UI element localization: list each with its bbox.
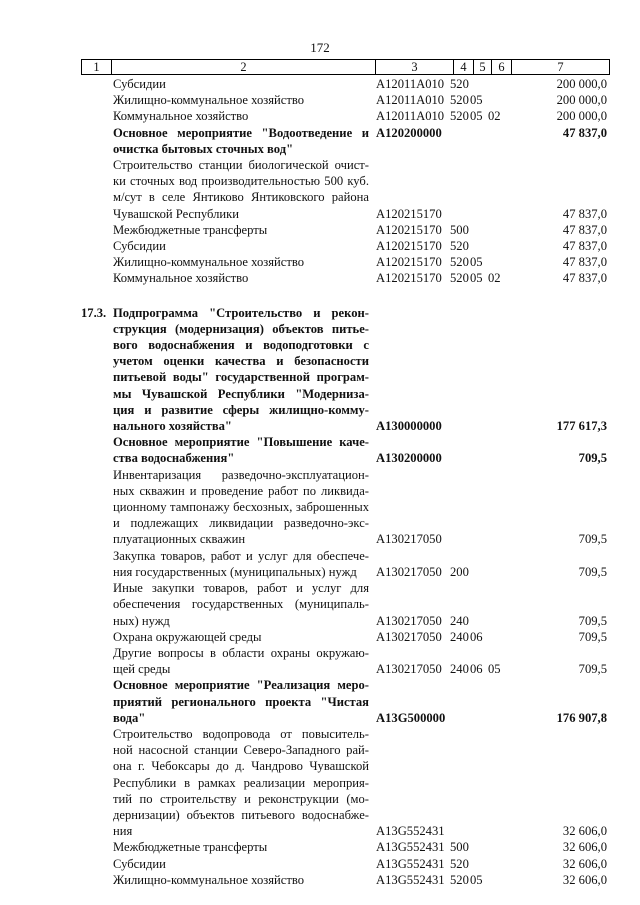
budget-code: А130000000 bbox=[376, 419, 442, 434]
expense-type-code: 520 bbox=[450, 109, 469, 124]
table-row bbox=[81, 872, 609, 888]
budget-code: А120215170 bbox=[376, 222, 442, 237]
description-line: Другие вопросы в области охраны окружаю- bbox=[113, 645, 369, 660]
section-code: 06 bbox=[470, 662, 483, 677]
budget-code: А12011А010 bbox=[376, 77, 445, 91]
budget-code: А130217050 bbox=[376, 532, 442, 547]
description-line: очистка бытовых сточных вод" bbox=[113, 141, 294, 156]
row-description bbox=[111, 872, 373, 888]
budget-code: А130217050 bbox=[376, 629, 442, 644]
description-line: Коммунальное хозяйство bbox=[113, 109, 249, 124]
expense-type-code: 240 bbox=[450, 629, 469, 644]
section-number bbox=[81, 467, 111, 548]
section-number bbox=[81, 872, 111, 888]
table-row bbox=[81, 856, 609, 872]
section-number bbox=[81, 238, 111, 254]
section-number bbox=[81, 92, 111, 108]
row-description bbox=[111, 839, 373, 855]
row-description bbox=[111, 254, 373, 270]
description-line: мы Чувашской Республики "Модерниза- bbox=[113, 386, 369, 401]
description-line: ной насосной станции Северо-Западного рай- bbox=[113, 743, 369, 758]
section-number bbox=[81, 125, 111, 157]
table-row bbox=[81, 645, 609, 677]
column-header-5: 5 bbox=[474, 60, 492, 75]
description-line: Межбюджетные трансферты bbox=[113, 222, 268, 237]
amount: 709,5 bbox=[578, 564, 607, 579]
budget-code: А130217050 bbox=[376, 662, 442, 677]
amount: 32 606,0 bbox=[562, 824, 607, 839]
column-header-6: 6 bbox=[492, 60, 512, 75]
budget-table-body bbox=[81, 76, 609, 888]
description-line: Субсидии bbox=[113, 856, 166, 871]
description-line: Жилищно-коммунальное хозяйство bbox=[113, 93, 305, 108]
table-row bbox=[81, 305, 609, 435]
column-header-4: 4 bbox=[454, 60, 474, 75]
description-line: Иные закупки товаров, работ и услуг для bbox=[113, 581, 369, 596]
row-description bbox=[111, 726, 373, 839]
row-description bbox=[111, 629, 373, 645]
expense-type-code: 500 bbox=[450, 222, 469, 237]
section-code: 05 bbox=[470, 872, 483, 887]
row-description bbox=[111, 434, 373, 466]
description-line: Основное мероприятие "Повышение каче- bbox=[113, 435, 369, 450]
description-line: питьевой воды" государственной програм- bbox=[113, 370, 369, 385]
description-line: ных) нужд bbox=[113, 613, 170, 628]
budget-code: А13G552431 bbox=[376, 824, 445, 839]
section-number bbox=[81, 157, 111, 222]
description-line: ния bbox=[113, 824, 133, 839]
section-code: 05 bbox=[470, 109, 483, 124]
section-number bbox=[81, 726, 111, 839]
section-number bbox=[81, 677, 111, 726]
table-row bbox=[81, 677, 609, 726]
description-line: Субсидии bbox=[113, 239, 166, 254]
budget-code: А13G552431 bbox=[376, 840, 445, 855]
amount: 709,5 bbox=[578, 629, 607, 644]
description-line: ства водоснабжения" bbox=[113, 451, 235, 466]
section-number bbox=[81, 856, 111, 872]
section-code: 05 bbox=[470, 93, 483, 108]
subsection-code bbox=[488, 125, 508, 157]
amount: 709,5 bbox=[578, 451, 607, 466]
column-header-1: 1 bbox=[82, 60, 112, 75]
amount: 47 837,0 bbox=[562, 125, 607, 140]
row-description bbox=[111, 92, 373, 108]
description-line: обеспечения государственных (муниципаль- bbox=[113, 597, 369, 612]
amount: 47 837,0 bbox=[562, 271, 607, 286]
description-line: щей среды bbox=[113, 662, 171, 677]
description-line: Охрана окружающей среды bbox=[113, 629, 262, 644]
description-line: и подлежащих ликвидации разведочно-экс- bbox=[113, 516, 369, 531]
section-number bbox=[81, 76, 111, 92]
section-number bbox=[81, 222, 111, 238]
section-code: 05 bbox=[470, 255, 483, 270]
amount: 200 000,0 bbox=[556, 109, 607, 124]
expense-type-code: 240 bbox=[450, 662, 469, 677]
table-row bbox=[81, 839, 609, 855]
row-description bbox=[111, 677, 373, 726]
budget-code: А13G552431 bbox=[376, 872, 445, 887]
amount: 47 837,0 bbox=[562, 206, 607, 221]
description-line: плуатационных скважин bbox=[113, 532, 246, 547]
row-description bbox=[111, 222, 373, 238]
row-description bbox=[111, 76, 373, 92]
subsection-code: 05 bbox=[488, 662, 501, 677]
amount: 47 837,0 bbox=[562, 239, 607, 254]
table-row bbox=[81, 238, 609, 254]
description-line: Подпрограмма "Строительство и рекон- bbox=[113, 305, 369, 320]
description-line: ция и развитие сферы жилищно-комму- bbox=[113, 402, 369, 417]
section-number bbox=[81, 434, 111, 466]
description-line: нального хозяйства" bbox=[113, 419, 232, 434]
description-line: Закупка товаров, работ и услуг для обеспече- bbox=[113, 548, 369, 563]
table-row bbox=[81, 548, 609, 580]
amount: 47 837,0 bbox=[562, 222, 607, 237]
expense-type-code: 520 bbox=[450, 93, 469, 108]
description-line: вого водоснабжения и водоподготовки с bbox=[113, 338, 369, 353]
subsection-code: 02 bbox=[488, 109, 501, 124]
budget-code: А120215170 bbox=[376, 206, 442, 221]
budget-code: А12011А010 bbox=[376, 93, 445, 108]
table-row bbox=[81, 580, 609, 629]
amount: 177 617,3 bbox=[556, 419, 607, 434]
description-line: Коммунальное хозяйство bbox=[113, 271, 249, 286]
column-header-3: 3 bbox=[376, 60, 454, 75]
amount: 200 000,0 bbox=[556, 77, 607, 91]
section-number bbox=[81, 270, 111, 286]
table-row bbox=[81, 157, 609, 222]
table-row bbox=[81, 467, 609, 548]
table-row bbox=[81, 222, 609, 238]
row-description bbox=[111, 856, 373, 872]
section-number bbox=[81, 629, 111, 645]
description-line: Межбюджетные трансферты bbox=[113, 840, 268, 855]
table-row bbox=[81, 726, 609, 839]
amount: 32 606,0 bbox=[562, 840, 607, 855]
description-line: ки сточных вод производительностью 500 куб. bbox=[113, 174, 369, 189]
description-line: тий по строительству и реконструкции (мо- bbox=[113, 791, 369, 806]
row-description bbox=[111, 125, 373, 157]
description-line: вода" bbox=[113, 710, 146, 725]
section-code bbox=[470, 125, 488, 157]
budget-code: А13G552431 bbox=[376, 856, 445, 871]
row-description bbox=[111, 270, 373, 286]
description-line: приятий регионального проекта "Чистая bbox=[113, 694, 369, 709]
section-number bbox=[81, 108, 111, 124]
amount: 47 837,0 bbox=[562, 255, 607, 270]
expense-type-code: 520 bbox=[450, 872, 469, 887]
description-line: м/сут в селе Янтиково Янтиковского района bbox=[113, 190, 369, 205]
description-line: Жилищно-коммунальное хозяйство bbox=[113, 255, 305, 270]
expense-type-code: 520 bbox=[450, 255, 469, 270]
budget-code: А130217050 bbox=[376, 564, 442, 579]
column-header-2: 2 bbox=[112, 60, 376, 75]
subsection-code: 02 bbox=[488, 271, 501, 286]
expense-type-code: 520 bbox=[450, 239, 469, 254]
expense-type-code: 240 bbox=[450, 613, 469, 628]
amount: 709,5 bbox=[578, 613, 607, 628]
table-row bbox=[81, 92, 609, 108]
description-line: Строительство водопровода от повыситель- bbox=[113, 726, 369, 741]
table-row bbox=[81, 125, 609, 157]
expense-type-code: 520 bbox=[450, 77, 469, 91]
expense-type-code: 500 bbox=[450, 840, 469, 855]
description-line: Республики в рамках реализации мероприя- bbox=[113, 775, 369, 790]
section-spacer bbox=[81, 287, 609, 305]
column-header-7: 7 bbox=[512, 60, 610, 75]
expense-type-code: 200 bbox=[450, 564, 469, 579]
description-line: ных скважин и проведение работ по ликвида- bbox=[113, 483, 369, 498]
budget-code: А120200000 bbox=[376, 125, 442, 140]
row-description bbox=[111, 467, 373, 548]
expense-type-code bbox=[450, 125, 470, 157]
description-line: Основное мероприятие "Реализация меро- bbox=[113, 678, 369, 693]
description-line: Субсидии bbox=[113, 77, 166, 91]
description-line: дернизации) объектов питьевого водоснабже- bbox=[113, 807, 369, 822]
amount: 200 000,0 bbox=[556, 93, 607, 108]
column-header-table bbox=[81, 59, 610, 75]
table-row bbox=[81, 76, 609, 92]
row-description bbox=[111, 305, 373, 435]
description-line: ния государственных (муниципальных) нужд bbox=[113, 564, 357, 579]
row-description bbox=[111, 157, 373, 222]
section-number bbox=[81, 254, 111, 270]
expense-type-code: 520 bbox=[450, 856, 469, 871]
table-row bbox=[81, 254, 609, 270]
table-row bbox=[81, 108, 609, 124]
description-line: Основное мероприятие "Водоотведение и bbox=[113, 125, 369, 140]
table-row bbox=[81, 434, 609, 466]
table-row bbox=[81, 629, 609, 645]
budget-code: А120215170 bbox=[376, 271, 442, 286]
description-line: ционному тампонажу бесхозных, заброшенных bbox=[113, 500, 369, 515]
page-number: 172 bbox=[310, 40, 330, 55]
row-description bbox=[111, 548, 373, 580]
amount: 176 907,8 bbox=[556, 710, 607, 725]
row-description bbox=[111, 238, 373, 254]
amount: 32 606,0 bbox=[562, 856, 607, 871]
description-line: Жилищно-коммунальное хозяйство bbox=[113, 872, 305, 887]
amount: 709,5 bbox=[578, 662, 607, 677]
budget-code: А13G500000 bbox=[376, 710, 446, 725]
section-number bbox=[81, 548, 111, 580]
amount: 709,5 bbox=[578, 532, 607, 547]
row-description bbox=[111, 645, 373, 677]
description-line: она г. Чебоксары до д. Чандрово Чувашской bbox=[113, 759, 369, 774]
budget-code: А12011А010 bbox=[376, 109, 445, 124]
budget-code: А130200000 bbox=[376, 451, 442, 466]
section-code: 05 bbox=[470, 271, 483, 286]
description-line: струкция (модернизация) объектов питье- bbox=[113, 321, 369, 336]
section-number bbox=[81, 839, 111, 855]
expense-type-code: 520 bbox=[450, 271, 469, 286]
section-number bbox=[81, 580, 111, 629]
description-line: учетом оценки качества и безопасности bbox=[113, 354, 369, 369]
row-description bbox=[111, 108, 373, 124]
budget-code: А130217050 bbox=[376, 613, 442, 628]
budget-code: А120215170 bbox=[376, 255, 442, 270]
row-description bbox=[111, 580, 373, 629]
section-number bbox=[81, 645, 111, 677]
table-row bbox=[81, 270, 609, 286]
description-line: Инвентаризация разведочно-эксплуатацион- bbox=[113, 467, 369, 482]
description-line: Чувашской Республики bbox=[113, 206, 239, 221]
budget-code: А120215170 bbox=[376, 239, 442, 254]
description-line: Строительство станции биологической очист- bbox=[113, 158, 369, 173]
section-code: 06 bbox=[470, 629, 483, 644]
amount: 32 606,0 bbox=[562, 872, 607, 887]
section-number: 17.3. bbox=[81, 305, 107, 320]
